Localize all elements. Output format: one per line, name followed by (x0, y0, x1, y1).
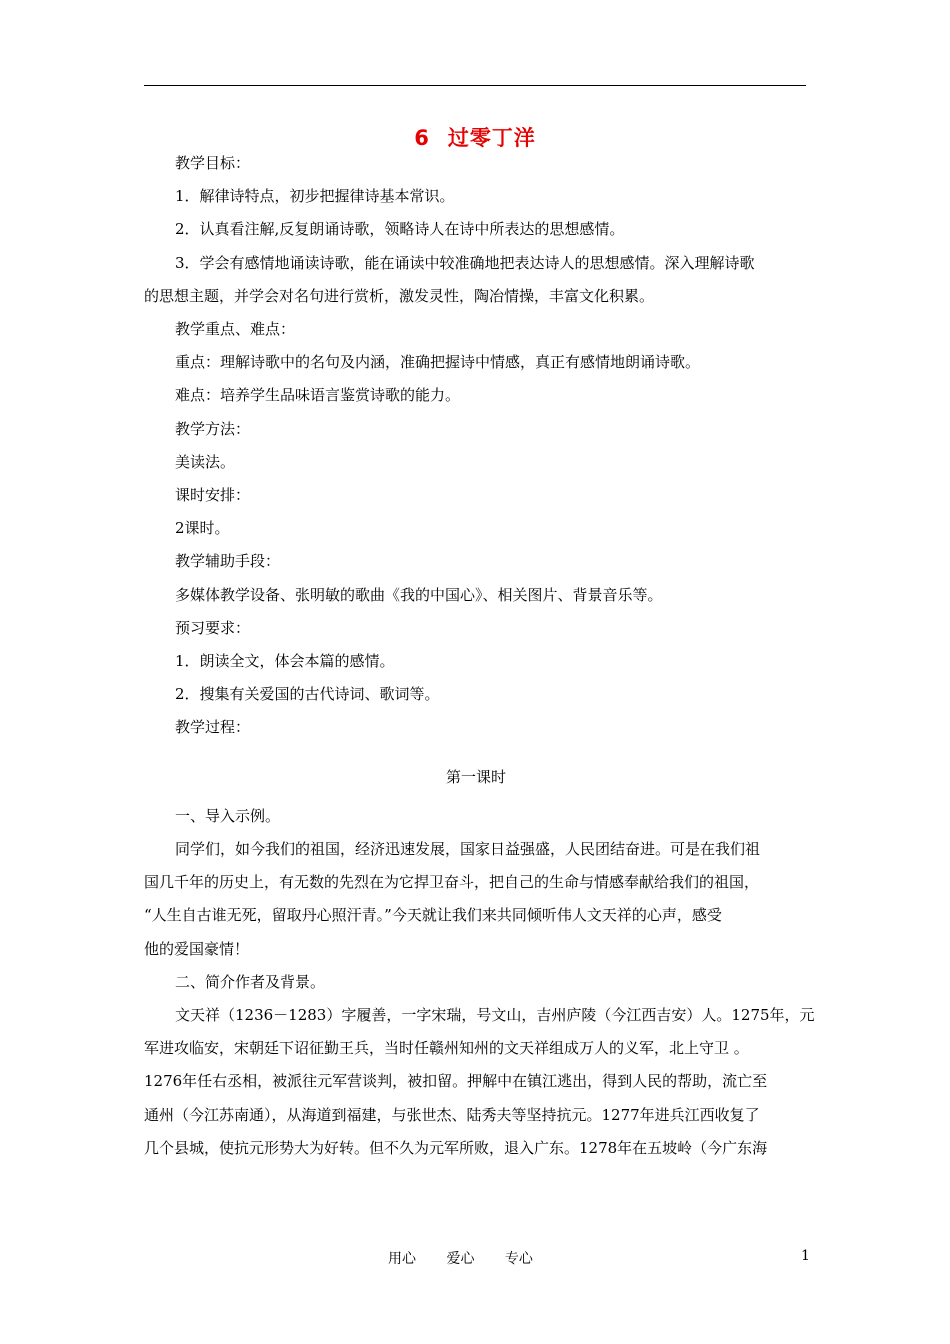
title-number: 6 (414, 126, 430, 150)
aids-text: 多媒体教学设备、张明敏的歌曲《我的中国心》、相关图片、背景音乐等。 (175, 585, 663, 604)
document-body (144, 147, 815, 1165)
footer-motto-word: 爱心 (446, 1251, 475, 1267)
heading-preview: 预习要求： (175, 618, 251, 637)
author-paragraph-line: 文天祥（1236－1283）字履善，一字宋瑞，号文山，吉州庐陵（今江西吉安）人。1275年，元 (175, 1006, 815, 1025)
intro-paragraph-line: 国几千年的历史上，有无数的先烈在为它捍卫奋斗，把自己的生命与情感奉献给我们的祖国， (144, 873, 760, 892)
author-paragraph-line: 通州（今江苏南通），从海道到福建，与张世杰、陆秀夫等坚持抗元。1277年进兵江西收复了 (144, 1105, 760, 1124)
author-paragraph-line: 军进攻临安，宋朝廷下诏征勤王兵，当时任赣州知州的文天祥组成万人的义军，北上守卫 。 (144, 1039, 749, 1058)
preview-item: 2．搜集有关爱国的古代诗词、歌词等。 (175, 685, 440, 704)
schedule-text: 2课时。 (175, 519, 230, 538)
method-text: 美读法。 (175, 452, 236, 471)
intro-paragraph-line: 他的爱国豪情！ (144, 939, 250, 958)
section-heading-author: 二、简介作者及背景。 (175, 972, 326, 991)
header-rule (144, 85, 806, 86)
heading-aids: 教学辅助手段： (175, 552, 281, 571)
objective-item-continued: 的思想主题，并学会对名句进行赏析，激发灵性，陶冶情操，丰富文化积累。 (144, 286, 655, 305)
intro-paragraph-line: “人生自古谁无死，留取丹心照汗青。”今天就让我们来共同倾听伟人文天祥的心声，感受 (144, 906, 722, 925)
difficulty-point: 难点：培养学生品味语言鉴赏诗歌的能力。 (175, 386, 461, 405)
author-paragraph-line: 几个县城，使抗元形势大为好转。但不久为元军所败，退入广东。1278年在五坡岭（今广东海 (144, 1138, 768, 1157)
section-heading-intro: 一、导入示例。 (175, 806, 281, 825)
intro-paragraph-line: 同学们，如今我们的祖国，经济迅速发展，国家日益强盛，人民团结奋进。可是在我们祖 (175, 840, 761, 859)
footer-motto-word: 专心 (504, 1251, 533, 1267)
page-number: 1 (801, 1248, 810, 1264)
lesson-heading: 第一课时 (445, 767, 506, 786)
heading-process: 教学过程： (175, 718, 251, 737)
heading-key-points: 教学重点、难点： (175, 320, 296, 339)
key-point: 重点：理解诗歌中的名句及内涵，准确把握诗中情感，真正有感情地朗诵诗歌。 (175, 353, 701, 372)
heading-method: 教学方法： (175, 419, 251, 438)
objective-item: 2．认真看注解,反复朗诵诗歌，领略诗人在诗中所表达的思想感情。 (175, 220, 625, 239)
heading-schedule: 课时安排： (175, 486, 251, 505)
footer-motto-word: 用心 (388, 1251, 416, 1267)
heading-objectives: 教学目标： (175, 154, 251, 172)
footer-motto (388, 1248, 559, 1268)
objective-item: 3．学会有感情地诵读诗歌，能在诵读中较准确地把表达诗人的思想感情。深入理解诗歌 (175, 253, 755, 272)
preview-item: 1．朗读全文，体会本篇的感情。 (175, 652, 395, 671)
author-paragraph-line: 1276年任右丞相，被派往元军营谈判，被扣留。押解中在镇江逃出，得到人民的帮助，流亡至 (144, 1072, 768, 1091)
title-text: 过零丁洋 (447, 126, 536, 150)
objective-item: 1．解律诗特点，初步把握律诗基本常识。 (175, 187, 455, 206)
